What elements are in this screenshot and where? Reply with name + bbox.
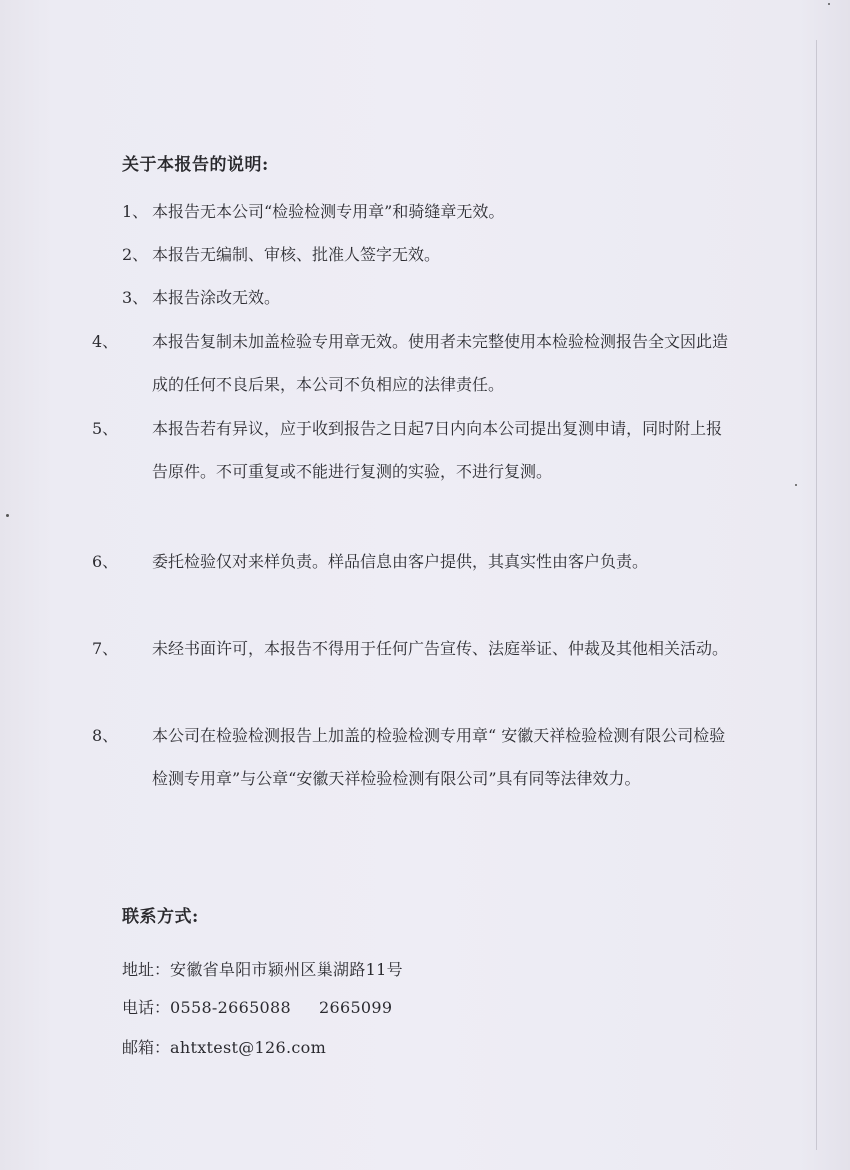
note-text: 未经书面许可，本报告不得用于任何广告宣传、法庭举证、仲裁及其他相关活动。: [152, 639, 729, 658]
note-number: 7、: [92, 639, 119, 658]
phone-label: 电话：: [122, 998, 171, 1017]
note-text: 本报告若有异议，应于收到报告之日起7日内向本公司提出复测申请，同时附上报告原件。不可重复或不能进行复测的实验，不进行复测。: [152, 419, 723, 481]
note-item-7: [92, 627, 732, 670]
note-item-6: [92, 540, 732, 583]
note-text: 本报告无本公司“检验检测专用章”和骑缝章无效。: [152, 202, 505, 221]
note-number: 6、: [92, 552, 119, 571]
notes-title: 关于本报告的说明:: [122, 155, 269, 175]
note-number: 1、: [122, 202, 149, 221]
contact-phone: [122, 995, 392, 1018]
note-item-3: [122, 276, 732, 319]
contact-email: [122, 1035, 326, 1058]
note-item-2: [122, 233, 732, 276]
contact-title: 联系方式:: [122, 907, 199, 927]
note-number: 2、: [122, 245, 149, 264]
note-text: 本公司在检验检测报告上加盖的检验检测专用章“ 安徽天祥检验检测有限公司检验检测专用章”与公章“安徽天祥检验检测有限公司”具有同等法律效力。: [152, 726, 726, 788]
note-text: 本报告无编制、审核、批准人签字无效。: [152, 245, 441, 264]
note-item-5: [92, 407, 732, 493]
note-text: 本报告涂改无效。: [152, 288, 281, 307]
note-item-4: [92, 320, 732, 406]
email-label: 邮箱：: [122, 1038, 171, 1057]
note-text: 委托检验仅对来样负责。样品信息由客户提供，其真实性由客户负责。: [152, 552, 649, 571]
note-number: 5、: [92, 419, 119, 438]
note-item-8: [92, 714, 732, 800]
scan-speck: [6, 514, 9, 517]
note-number: 4、: [92, 332, 119, 351]
scan-speck: [828, 3, 830, 5]
page-edge-line: [816, 40, 817, 1150]
address-value: 安徽省阜阳市颍州区巢湖路11号: [170, 960, 403, 979]
email-value: ahtxtest@126.com: [170, 1038, 327, 1057]
note-number: 3、: [122, 288, 149, 307]
note-text: 本报告复制未加盖检验专用章无效。使用者未完整使用本检验检测报告全文因此造成的任何不良后果，本公司不负相应的法律责任。: [152, 332, 729, 394]
phone-value-1: 0558-2665088: [170, 998, 291, 1017]
scan-speck: [795, 484, 797, 486]
phone-value-2: 2665099: [319, 998, 393, 1017]
address-label: 地址：: [122, 960, 171, 979]
contact-address: [122, 957, 403, 980]
note-number: 8、: [92, 726, 119, 745]
note-item-1: [122, 190, 732, 233]
